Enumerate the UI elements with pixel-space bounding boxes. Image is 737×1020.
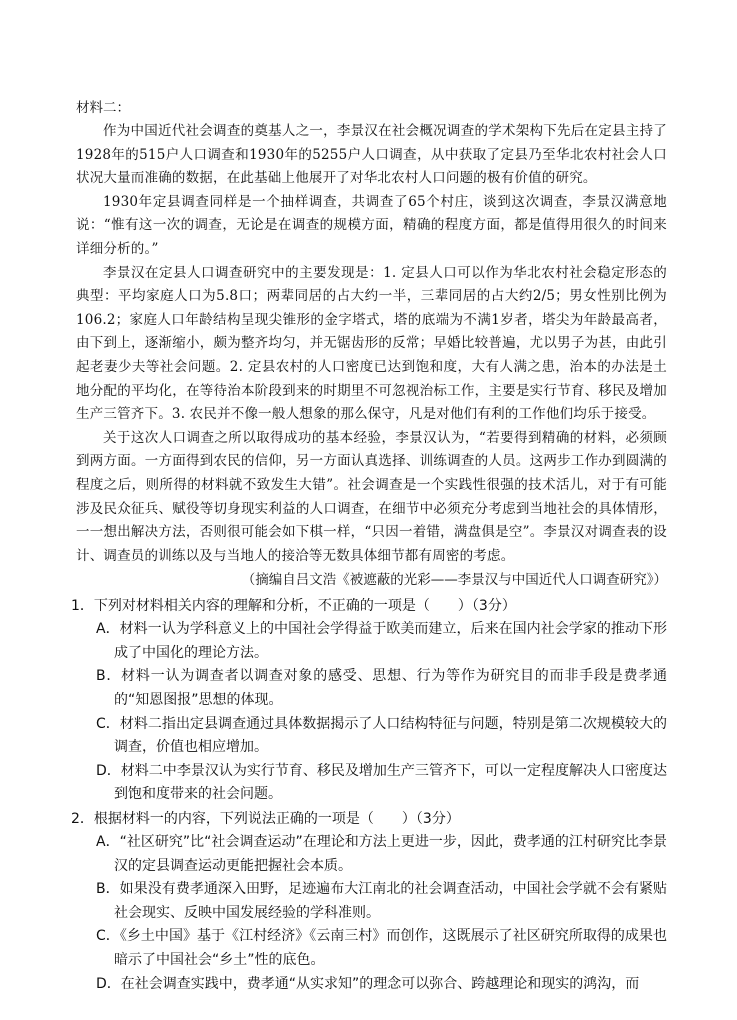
question-2	[71, 807, 667, 996]
material-label: 材料二：	[76, 100, 130, 116]
question-list	[71, 594, 667, 996]
question-1	[71, 594, 667, 807]
option-b: B．如果没有费孝通深入田野，足迹遍布大江南北的社会调查活动，中国社会学就不会有紧贴社会现实、反映中国发展经验的学科准则。	[96, 881, 667, 921]
option-d: D．在社会调查实践中，费孝通“从实求知”的理念可以弥合、跨越理论和现实的鸿沟，而	[96, 975, 640, 992]
paragraph-3: 李景汉在定县人口调查研究中的主要发现是：1. 定县人口可以作为华北农村社会稳定形态的典型：平均家庭人口为5.8口；两辈同居的占大约一半，三辈同居的占大约2/5；男女性别比例为106.2；家庭人口年龄结构呈现尖锥形的金字塔式，塔的底端为不满1岁者，塔尖为年龄最高者，由下到上，逐渐缩小，颇为整齐均匀，并无锯齿形的反常；早婚比较普遍，尤以男子为甚，由此引起老妻少夫等社会问题。2. 定县农村的人口密度已达到饱和度，大有人满之患，治本的办法是土地分配的平均化，在等待治本阶段到来的时期里不可忽视治标工作，主要是实行节育、移民及增加生产三管齐下。3. 农民并不像一般人想象的那么保守，凡是对他们有利的工作他们均乐于接受。	[76, 264, 667, 423]
option-b: B．材料一认为调查者以调查对象的感受、思想、行为等作为研究目的而非手段是费孝通的“知恩图报”思想的体现。	[96, 668, 667, 709]
paragraph-2: 1930年定县调查同样是一个抽样调查，共调查了65个村庄，谈到这次调查，李景汉满意地说：“惟有这一次的调查，无论是在调查的规模方面，精确的程度方面，都是值得用很久的时间来详细分析的。”	[76, 193, 667, 257]
paragraph-1: 作为中国近代社会调查的奠基人之一，李景汉在社会概况调查的学术架构下先后在定县主持了1928年的515户人口调查和1930年的5255户人口调查，从中获取了定县乃至华北农村社会人口状况大量而准确的数据，在此基础上他展开了对华北农村人口问题的极有价值的研究。	[76, 123, 667, 187]
source-citation: （摘编自吕文浩《被遮蔽的光彩——李景汉与中国近代人口调查研究》）	[241, 572, 667, 589]
paragraph-4: 关于这次人口调查之所以取得成功的基本经验，李景汉认为，“若要得到精确的材料，必须顾到两方面。一方面得到农民的信仰，另一方面认真选择、训练调查的人员。这两步工作办到圆满的程度之后，则所得的材料就不致发生大错”。社会调查是一个实践性很强的技术活儿，对于有可能涉及民众征兵、赋役等切身现实利益的人口调查，在细节中必须充分考虑到当地社会的具体情形，一一想出解决方法，否则很可能会如下棋一样，“只因一着错，满盘俱是空”。李景汉对调查表的设计、调查员的训练以及与当地人的接洽等无数具体细节都有周密的考虑。	[76, 429, 667, 564]
option-c: C．材料二指出定县调查通过具体数据揭示了人口结构特征与问题，特别是第二次规模较大的调查，价值也相应增加。	[96, 715, 667, 756]
option-a: A．材料一认为学科意义上的中国社会学得益于欧美而建立，后来在国内社会学家的推动下形成了中国化的理论方法。	[96, 621, 667, 661]
option-a: A．“社区研究”比“社会调查运动”在理论和方法上更进一步，因此，费孝通的江村研究比李景汉的定县调查运动更能把握社会本质。	[96, 834, 667, 874]
question-stem: 1．下列对材料相关内容的理解和分析，不正确的一项是（ ）（3分）	[71, 598, 516, 615]
option-d: D．材料二中李景汉认为实行节育、移民及增加生产三管齐下，可以一定程度解决人口密度达到饱和度带来的社会问题。	[96, 762, 667, 803]
question-stem: 2．根据材料一的内容，下列说法正确的一项是（ ）（3分）	[71, 811, 460, 828]
option-c: C．《乡土中国》基于《江村经济》《云南三村》而创作，这既展示了社区研究所取得的成果也暗示了中国社会“乡土”性的底色。	[96, 928, 667, 968]
